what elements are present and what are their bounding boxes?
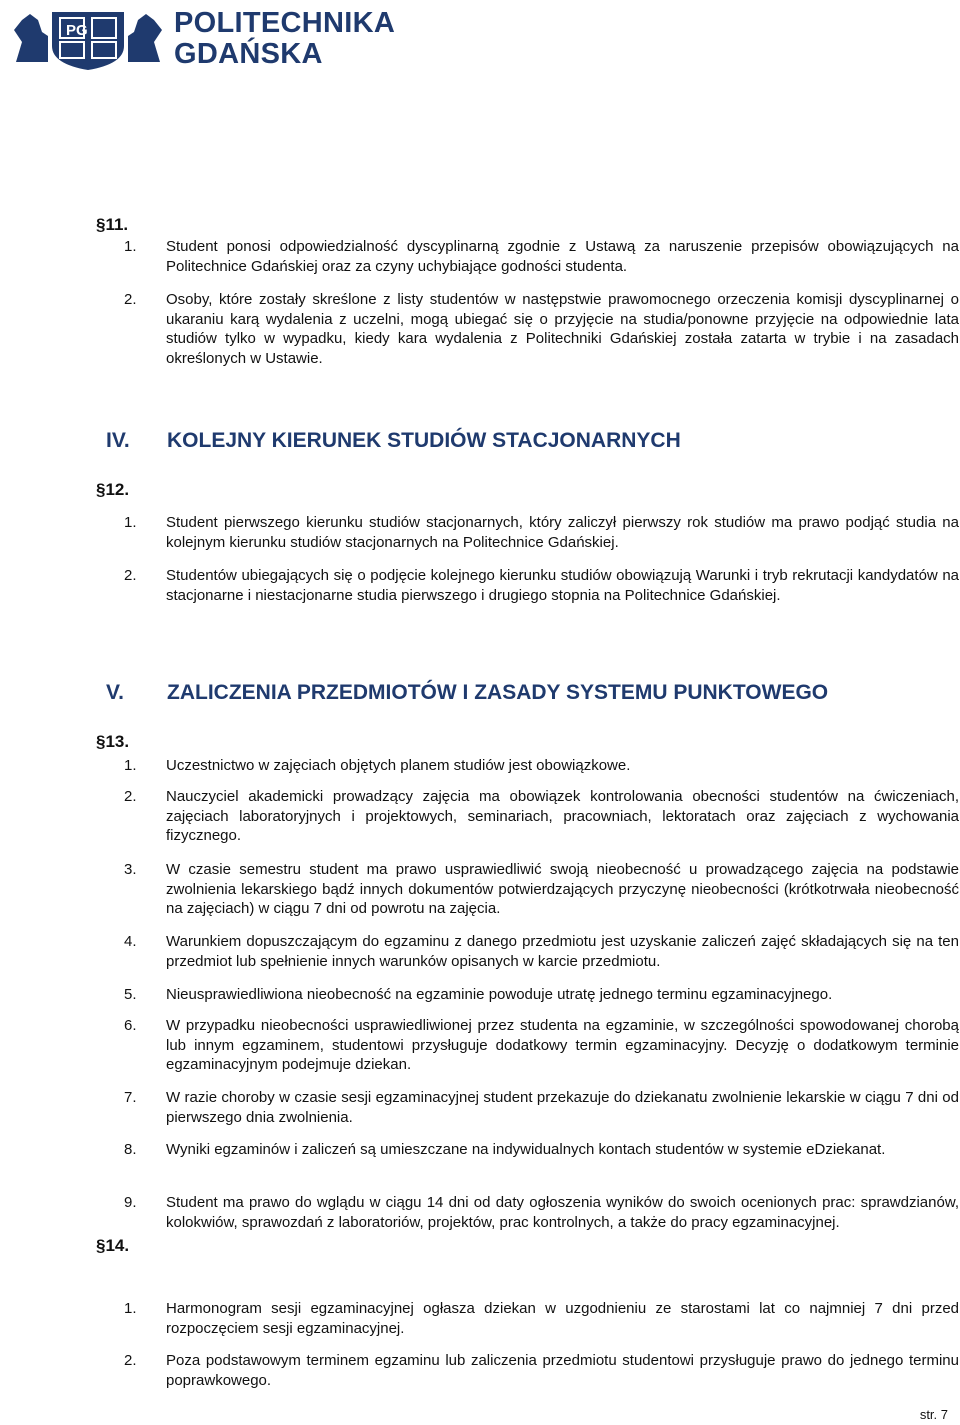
logo-badge-letter-p: PG	[66, 22, 88, 39]
item-number: 2.	[124, 567, 137, 584]
item-number: 8.	[124, 1141, 137, 1158]
paragraph-14-label: §14.	[96, 1236, 130, 1255]
item-number: 4.	[124, 933, 137, 950]
item-text: Warunkiem dopuszczającym do egzaminu z danego przedmiotu jest uzyskanie zaliczeń zajęć składających się na ten przedmiot lub spełnienie innych warunków opisanych w karcie przedmiotu.	[166, 933, 959, 970]
item-text: Nieusprawiedliwiona nieobecność na egzaminie powoduje utratę jednego terminu egzaminacyjnego.	[166, 986, 833, 1003]
item-number: 1.	[124, 757, 137, 774]
paragraph-12-label: §12.	[96, 480, 130, 499]
item-text: W czasie semestru student ma prawo usprawiedliwić swoją nieobecność u prowadzącego zajęcia na podstawie zwolnienia lekarskiego bądź innych dokumentów potwierdzających przyczynę nieobecności (krótkotrwała nieobecność na zajęciach) w ciągu 7 dni od powrotu na zajęcia.	[166, 861, 959, 917]
item-text: Uczestnictwo w zajęciach objętych planem studiów jest obowiązkowe.	[166, 757, 631, 774]
item-text: W przypadku nieobecności usprawiedliwionej przez studenta na egzaminie, w szczególności spowodowanej chorobą lub innym egzaminem, studentowi przysługuje dodatkowy termin egzaminacyjny. Decyzję o dodatkowym terminie egzaminacyjnym podejmuje dziekan.	[166, 1017, 959, 1073]
item-number: 1.	[124, 514, 137, 531]
item-text: Student pierwszego kierunku studiów stacjonarnych, który zaliczył pierwszy rok studiów ma prawo podjąć studia na kolejnym kierunku studiów stacjonarnych na Politechnice Gdańskiej.	[166, 514, 959, 551]
item-number: 5.	[124, 986, 137, 1003]
item-text: Harmonogram sesji egzaminacyjnej ogłasza dziekan w uzgodnieniu ze starostami lat co najmniej 7 dni przed rozpoczęciem sesji egzaminacyjnej.	[166, 1300, 959, 1337]
item-text: Wyniki egzaminów i zaliczeń są umieszczane na indywidualnych kontach studentów w systemie eDziekanat.	[166, 1141, 886, 1158]
logo-line-1: POLITECHNIKA	[174, 7, 396, 39]
item-number: 1.	[124, 1300, 137, 1317]
item-number: 7.	[124, 1089, 137, 1106]
item-text: Osoby, które zostały skreślone z listy studentów w następstwie prawomocnego orzeczenia komisji dyscyplinarnej o ukaraniu karą wydalenia z uczelni, mogą ubiegać się o przyjęcie na studia/ponowne przyjęcie na odpowiednie lata studiów tylko w wypadku, kiedy kara wydalenia z Politechniki Gdańskiej została zatarta w trybie i na zasadach określonych w Ustawie.	[166, 291, 959, 367]
section-number: V.	[106, 681, 124, 704]
university-crest-icon	[8, 6, 168, 72]
item-number: 1.	[124, 238, 137, 255]
item-text: Student ponosi odpowiedzialność dyscyplinarną zgodnie z Ustawą za naruszenie przepisów obowiązujących na Politechnice Gdańskiej oraz za czyny uchybiające godności studenta.	[166, 238, 959, 275]
logo-line-2: GDAŃSKA	[174, 38, 323, 70]
item-text: Studentów ubiegających się o podjęcie kolejnego kierunku studiów obowiązują Warunki i tryb rekrutacji kandydatów na stacjonarne i niestacjonarne studia pierwszego i drugiego stopnia na Politechnice Gdańskiej.	[166, 567, 959, 604]
item-number: 3.	[124, 861, 137, 878]
item-number: 9.	[124, 1194, 137, 1211]
item-number: 2.	[124, 1352, 137, 1369]
page-number: str. 7	[919, 1407, 948, 1422]
paragraph-11-label: §11.	[96, 215, 129, 234]
item-number: 6.	[124, 1017, 137, 1034]
item-number: 2.	[124, 291, 137, 308]
item-text: Student ma prawo do wglądu w ciągu 14 dni od daty ogłoszenia wyników do swoich ocenionych prac: sprawdzianów, kolokwiów, sprawozdań z laboratoriów, projektów, prac kontrolnych, a także do pracy egzaminacyjnej.	[166, 1194, 959, 1231]
item-text: Poza podstawowym terminem egzaminu lub zaliczenia przedmiotu studentowi przysługuje prawo do jednego terminu poprawkowego.	[166, 1352, 959, 1389]
politechnika-gdanska-logo	[8, 6, 408, 72]
paragraph-13-label: §13.	[96, 732, 130, 751]
item-text: W razie choroby w czasie sesji egzaminacyjnej student przekazuje do dziekanatu zwolnienie lekarskie w ciągu 7 dni od pierwszego dnia zwolnienia.	[166, 1089, 959, 1126]
section-title: ZALICZENIA PRZEDMIOTÓW I ZASADY SYSTEMU PUNKTOWEGO	[167, 681, 829, 704]
section-title: KOLEJNY KIERUNEK STUDIÓW STACJONARNYCH	[167, 429, 681, 452]
section-number: IV.	[106, 429, 130, 452]
item-number: 2.	[124, 788, 137, 805]
item-text: Nauczyciel akademicki prowadzący zajęcia ma obowiązek kontrolowania obecności studentów na ćwiczeniach, zajęciach laboratoryjnych i projektowych, seminariach, pracowniach, lektoratach oraz zajęciach z wychowania fizycznego.	[166, 788, 959, 844]
logo-wordmark	[174, 8, 395, 70]
